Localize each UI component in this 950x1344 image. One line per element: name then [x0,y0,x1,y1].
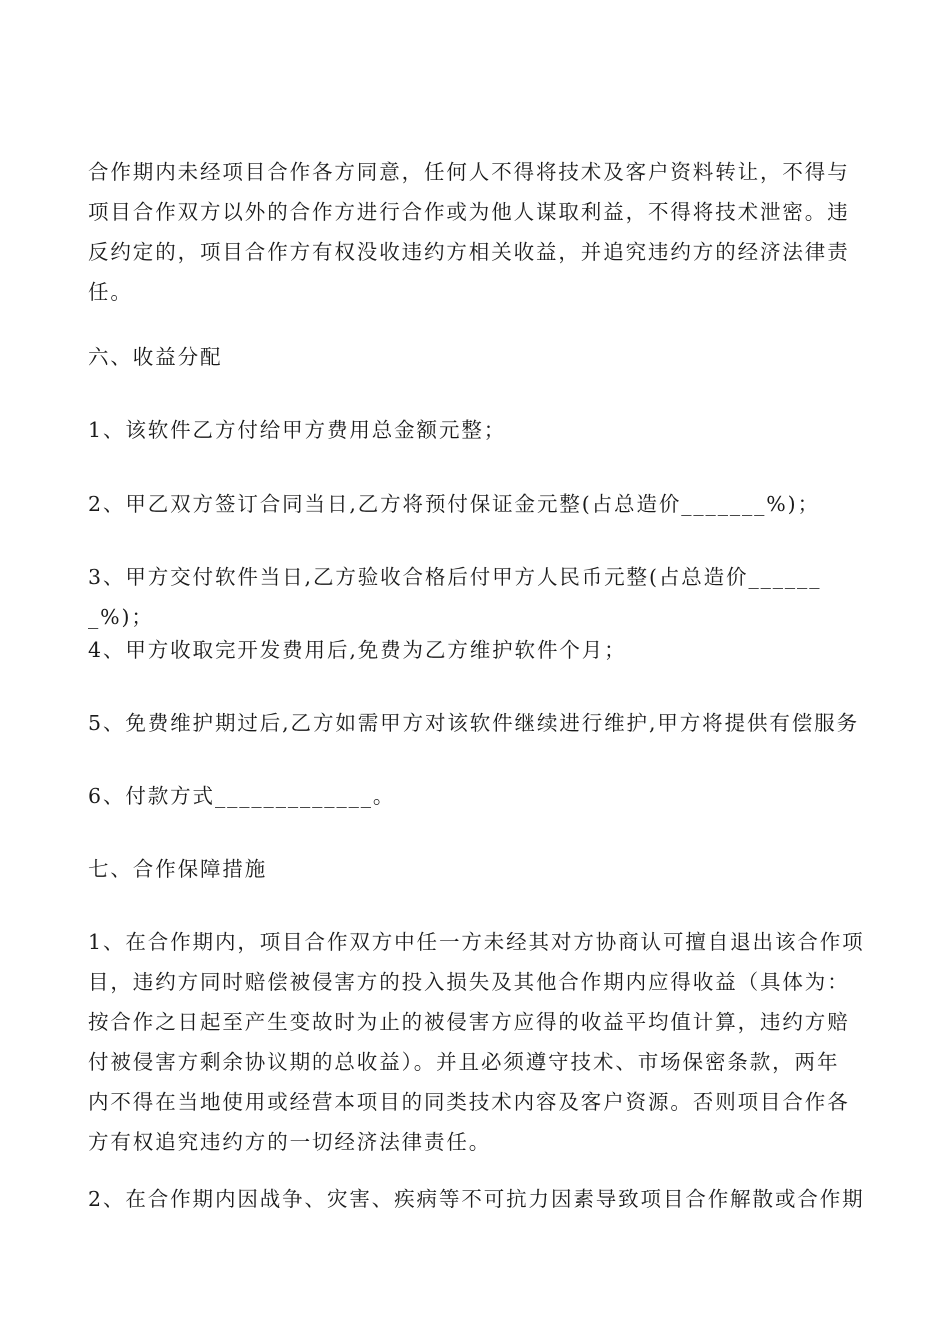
section-6-item-1: 1、该软件乙方付给甲方费用总金额元整； [88,418,507,442]
section-6-item-2: 2、甲乙双方签订合同当日,乙方将预付保证金元整(占总造价_______%)； [88,492,820,516]
text-line: 任。 [88,280,133,304]
section-6-item-4: 4、甲方收取完开发费用后,免费为乙方维护软件个月； [88,638,627,662]
section-7-item-2 [88,1179,868,1219]
text-line: 内不得在当地使用或经营本项目的同类技术内容及客户资源。否则项目合作各 [88,1090,850,1114]
text-line: 付被侵害方剩余协议期的总收益）。并且必须遵守技术、市场保密条款，两年 [88,1050,840,1074]
text-line: 方有权追究违约方的一切经济法律责任。 [88,1130,492,1154]
text-line: 合作期内未经项目合作各方同意，任何人不得将技术及客户资料转让，不得与 [88,160,850,184]
text-line: 目，违约方同时赔偿被侵害方的投入损失及其他合作期内应得收益（具体为： [88,970,850,994]
section-6-item-3: 3、甲方交付软件当日,乙方验收合格后付甲方人民币元整(占总造价_______%)； [88,565,822,629]
confidentiality-paragraph [88,152,868,312]
text-line: 2、在合作期内因战争、灾害、疾病等不可抗力因素导致项目合作解散或合作期 [88,1187,865,1211]
section-6-item-6: 6、付款方式_____________。 [88,784,396,808]
text-line: 反约定的，项目合作方有权没收违约方相关收益，并追究违约方的经济法律责 [88,240,850,264]
text-line: 项目合作双方以外的合作方进行合作或为他人谋取利益，不得将技术泄密。违 [88,200,850,224]
text-line: 按合作之日起至产生变故时为止的被侵害方应得的收益平均值计算，违约方赔 [88,1010,850,1034]
text-line: 1、在合作期内，项目合作双方中任一方未经其对方协商认可擅自退出该合作项 [88,930,865,954]
section-6-heading: 六、收益分配 [88,345,223,369]
section-7-item-1 [88,922,868,1162]
section-7-heading: 七、合作保障措施 [88,857,268,881]
section-6-item-5: 5、免费维护期过后,乙方如需甲方对该软件继续进行维护,甲方将提供有偿服务 [88,711,859,735]
